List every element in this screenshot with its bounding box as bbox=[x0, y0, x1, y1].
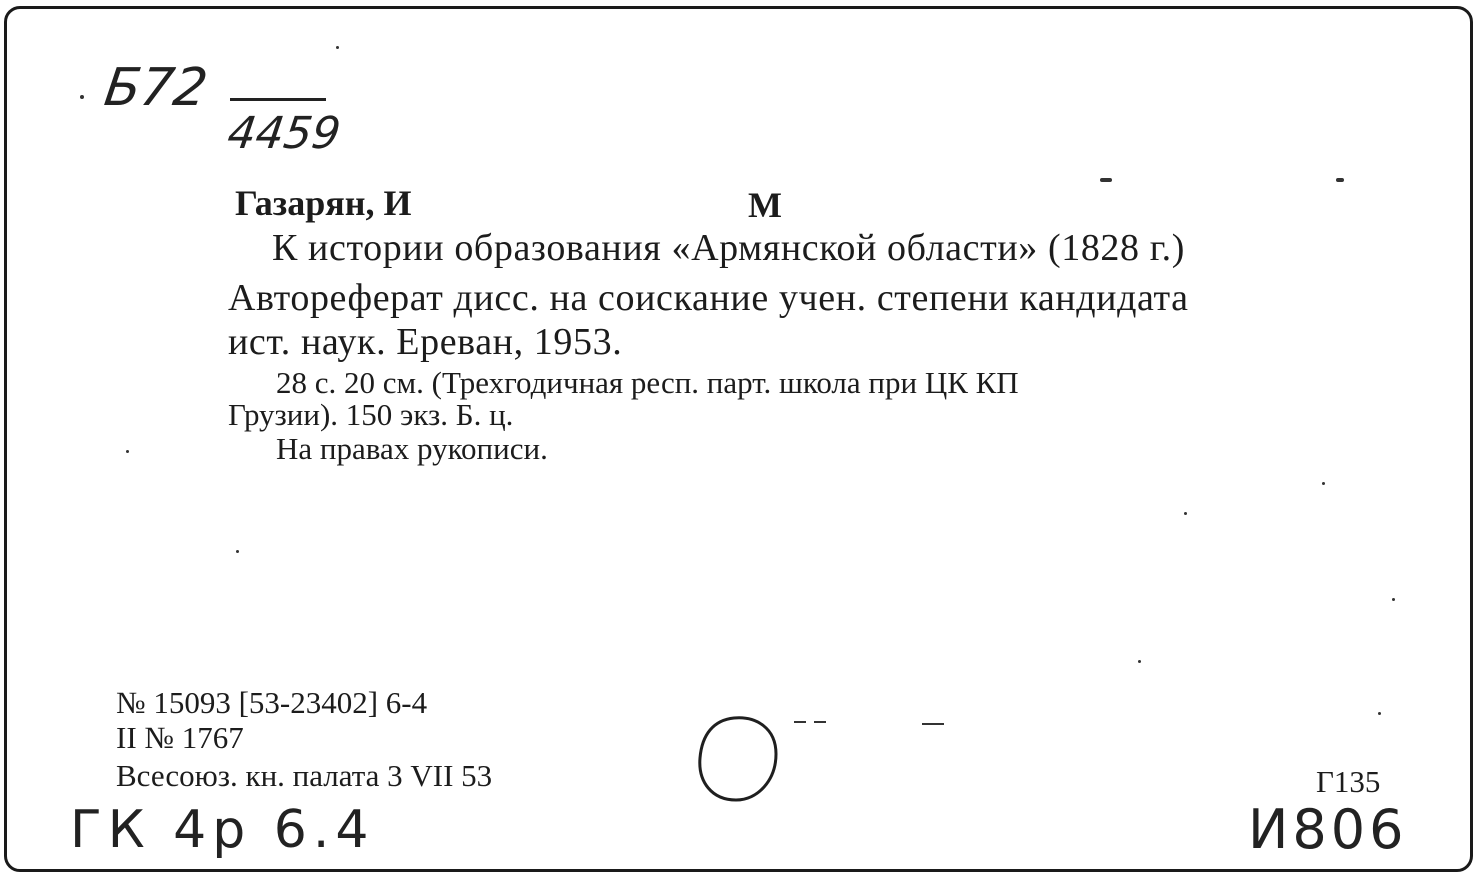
chamber-imprint: Всесоюз. кн. палата 3 VII 53 bbox=[116, 758, 493, 793]
scan-speck bbox=[1322, 482, 1325, 485]
scan-speck bbox=[1378, 712, 1381, 715]
scan-speck bbox=[80, 95, 84, 99]
author-initial: М bbox=[748, 185, 782, 225]
scan-speck bbox=[336, 46, 339, 49]
stamp-circle-mark bbox=[694, 710, 1014, 810]
handwritten-shelf-number: 4459 bbox=[224, 108, 344, 159]
handwritten-location-code: ГК 4р 6.4 bbox=[70, 800, 375, 860]
handwritten-fraction-bar bbox=[230, 98, 326, 101]
scan-speck bbox=[1138, 660, 1141, 663]
registration-number: № 15093 [53-23402] 6-4 bbox=[116, 685, 428, 720]
handwritten-inventory-number: И806 bbox=[1248, 798, 1408, 861]
scan-speck bbox=[1100, 178, 1112, 182]
title-line: Автореферат дисс. на соискание учен. степени кандидата bbox=[228, 277, 1189, 319]
author-heading: Газарян, И bbox=[235, 183, 412, 223]
scan-speck bbox=[236, 550, 239, 553]
scan-speck bbox=[1392, 598, 1395, 601]
collation-line: Грузии). 150 экз. Б. ц. bbox=[228, 397, 514, 432]
imprint-line: ист. наук. Ереван, 1953. bbox=[228, 321, 623, 363]
collation-line: 28 с. 20 см. (Трехгодичная респ. парт. школа при ЦК КП bbox=[276, 365, 1019, 400]
scan-speck bbox=[1184, 512, 1187, 515]
scan-speck bbox=[126, 450, 129, 453]
rights-note: На правах рукописи. bbox=[276, 431, 548, 466]
scan-speck bbox=[1336, 178, 1344, 182]
registration-number-secondary: II № 1767 bbox=[116, 720, 244, 755]
classification-code: Г135 bbox=[1316, 764, 1381, 799]
handwritten-shelf-mark: Б72 bbox=[100, 58, 212, 118]
title-line: К истории образования «Армянской области» (1828 г.) bbox=[272, 227, 1185, 269]
